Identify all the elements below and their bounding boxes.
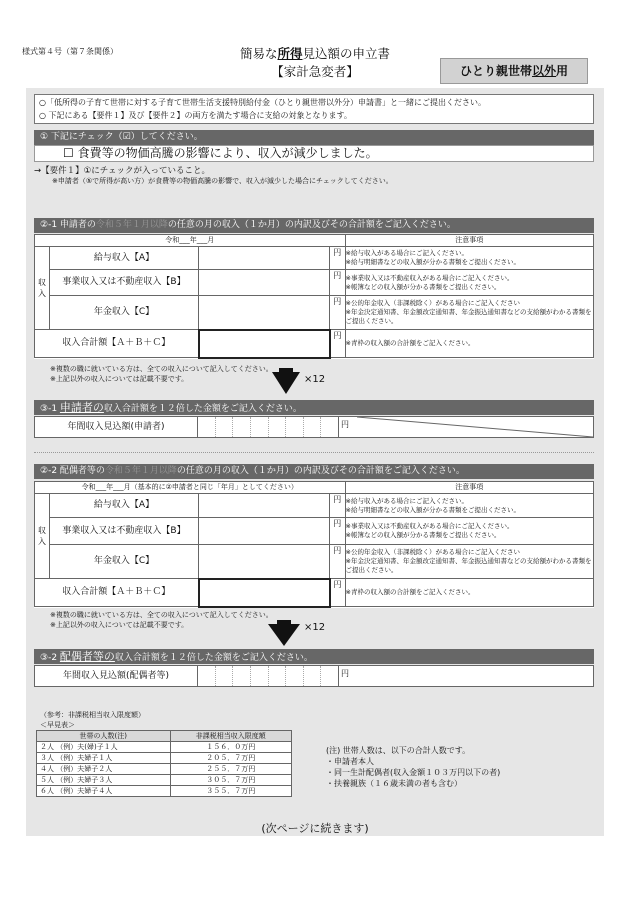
table-row: ５人 （例）夫婦子３人 ３０５．７万円 bbox=[37, 775, 292, 786]
ref-col-amount: 非課税相当収入限度額 bbox=[170, 731, 291, 742]
spouse-notes-header: 注意事項 bbox=[345, 482, 594, 494]
spouse-total-label: 収入合計額【Ａ＋Ｂ＋Ｃ】 bbox=[35, 579, 199, 607]
pension-income-label: 年金収入【C】 bbox=[50, 296, 199, 330]
applicant-annual-row: 年間収入見込額(申請者) 円 bbox=[34, 416, 594, 438]
spouse-pension-label: 年金収入【C】 bbox=[50, 545, 199, 579]
page-title: 簡易な所得見込額の申立書 bbox=[239, 46, 391, 61]
business-income-input[interactable] bbox=[199, 270, 330, 296]
income-total-input[interactable] bbox=[199, 330, 330, 358]
reference-caption: （参考：非課税相当収入限度額） ＜早見表＞ bbox=[40, 711, 145, 729]
requirement1-note: ※申請者（⑤で所得が高い方）が食費等の物価高騰の影響で、収入が減少した場合にチェックしてください。 bbox=[52, 177, 393, 185]
table-row: ３人 （例）夫婦子１人 ２０５．７万円 bbox=[37, 753, 292, 764]
down-arrow-icon bbox=[268, 624, 300, 646]
table-row: ２人 （例）夫(婦)子１人 １５６．０万円 bbox=[37, 742, 292, 753]
applicant-income-table: 令和___年___月 注意事項 収入 給与収入【A】 円 ※給与収入がある場合にご記入ください。 ※給与明細書などの収入額が分かる書類をご提出ください。 事業収入又は不動産収入【B】 円 ※事業収入又は不動産収入がある場合にご記入ください。 ※帳簿などの収入額が分かる書類をご提出ください。 年金収入【C】 円 ※公的年金収入（非課税除く）がある場合にご記入ください ※年金決定通知書、年金額改定通知書、年金振込通知書などの支給額がわかる書類をご提出ください。 収入合計額【Ａ＋Ｂ＋Ｃ】 円 ※青枠の収入額の合計額をご記入ください。 bbox=[34, 234, 594, 359]
spouse-pension-input[interactable] bbox=[199, 545, 330, 579]
income-total-note: ※青枠の収入額の合計額をご記入ください。 bbox=[345, 330, 594, 358]
household-type-badge: ひとり親世帯以外用 bbox=[440, 58, 588, 84]
spouse-income-table: 令和___年___月（基本的に②申請者と同じ「年月」としてください） 注意事項 収入 給与収入【A】 円 ※給与収入がある場合にご記入ください。 ※給与明細書などの収入額が分かる書類をご提出ください。 事業収入又は不動産収入【B】 円 ※事業収入又は不動産収入がある場合にご記入ください。 ※帳簿などの収入額が分かる書類をご提出ください。 年金収入【C】 円 ※公的年金収入（非課税除く）がある場合にご記入ください ※年金決定通知書、年金額改定通知書、年金振込通知書などの支給額がわかる書類をご提出ください。 収入合計額【Ａ＋Ｂ＋Ｃ】 円 ※青枠の収入額の合計額をご記入ください。 bbox=[34, 481, 594, 608]
business-income-label: 事業収入又は不動産収入【B】 bbox=[50, 270, 199, 296]
spouse-annual-input[interactable] bbox=[197, 666, 339, 686]
table-row: ４人 （例）夫婦子２人 ２５５．７万円 bbox=[37, 764, 292, 775]
multiplier-label-2: ×12 bbox=[304, 622, 326, 633]
multiplier-label: ×12 bbox=[304, 374, 326, 385]
spouse-income-side-label: 収入 bbox=[35, 494, 50, 579]
salary-income-input[interactable] bbox=[199, 247, 330, 270]
section3-2-band: ③-2 配偶者等の収入合計額を１２倍した金額をご記入ください。 bbox=[34, 649, 594, 664]
period-label: 令和___年___月 bbox=[35, 235, 346, 247]
table-row: ６人 （例）夫婦子４人 ３５５．７万円 bbox=[37, 786, 292, 797]
section2-1-band: ②-1 申請者の令和５年１月以降の任意の月の収入（１か月）の内訳及びその合計額をご記入ください。 bbox=[34, 218, 594, 233]
income-total-label: 収入合計額【Ａ＋Ｂ＋Ｃ】 bbox=[35, 330, 199, 358]
price-impact-checkbox[interactable]: ☐ 食費等の物価高騰の影響により、収入が減少しました。 bbox=[34, 145, 594, 162]
section2-1-foot: ※複数の職に就いている方は、全ての収入について記入してください。 ※上記以外の収入については記載不要です。 bbox=[50, 365, 273, 383]
notes-header: 注意事項 bbox=[345, 235, 594, 247]
ref-col-people: 世帯の人数(注) bbox=[37, 731, 171, 742]
spouse-salary-input[interactable] bbox=[199, 494, 330, 518]
household-count-note: (注) 世帯人数は、以下の合計人数です。 ・申請者本人 ・同一生計配偶者(収入金額１０３万円以下の者) ・扶養親族（１６歳未満の者も含む） bbox=[326, 746, 501, 788]
notice-box: ○「低所得の子育て世帯に対する子育て世帯生活支援特別給付金（ひとり親世帯以外分）申請書」と一緒にご提出ください。 ○ 下記にある【要件１】及び【要件２】の両方を満たす場合に支給の対象となります。 bbox=[34, 94, 594, 124]
salary-income-label: 給与収入【A】 bbox=[50, 247, 199, 270]
spouse-business-input[interactable] bbox=[199, 518, 330, 545]
pension-income-input[interactable] bbox=[199, 296, 330, 330]
section3-1-band: ③-1 申請者の収入合計額を１２倍した金額をご記入ください。 bbox=[34, 400, 594, 415]
continue-footer: (次ページに続きます) bbox=[261, 822, 369, 835]
spouse-pension-note: ※公的年金収入（非課税除く）がある場合にご記入ください ※年金決定通知書、年金額改定通知書、年金振込通知書などの支給額がわかる書類をご提出ください。 bbox=[345, 545, 594, 579]
spouse-salary-label: 給与収入【A】 bbox=[50, 494, 199, 518]
salary-income-note: ※給与収入がある場合にご記入ください。 ※給与明細書などの収入額が分かる書類をご提出ください。 bbox=[345, 247, 594, 270]
spouse-annual-label: 年間収入見込額(配偶者等) bbox=[62, 671, 170, 681]
spouse-business-note: ※事業収入又は不動産収入がある場合にご記入ください。 ※帳簿などの収入額が分かる書類をご提出ください。 bbox=[345, 518, 594, 545]
section1-band: ① 下記にチェック（☑）してください。 bbox=[34, 130, 594, 145]
spouse-total-input[interactable] bbox=[199, 579, 330, 607]
spouse-annual-row: 年間収入見込額(配偶者等) 円 bbox=[34, 665, 594, 687]
applicant-annual-input[interactable] bbox=[197, 417, 339, 437]
down-arrow-icon bbox=[272, 372, 300, 394]
reference-table bbox=[36, 730, 292, 797]
income-side-label: 収入 bbox=[35, 247, 50, 330]
requirement1: →【要件１】①にチェックが入っていること。 bbox=[34, 166, 210, 176]
applicant-annual-label: 年間収入見込額(申請者) bbox=[67, 422, 165, 432]
pension-income-note: ※公的年金収入（非課税除く）がある場合にご記入ください ※年金決定通知書、年金額改定通知書、年金振込通知書などの支給額がわかる書類をご提出ください。 bbox=[345, 296, 594, 330]
diagonal-strike bbox=[357, 417, 593, 437]
section2-2-foot: ※複数の職に就いている方は、全ての収入について記入してください。 ※上記以外の収入については記載不要です。 bbox=[50, 611, 273, 629]
spouse-salary-note: ※給与収入がある場合にご記入ください。 ※給与明細書などの収入額が分かる書類をご提出ください。 bbox=[345, 494, 594, 518]
section2-2-band: ②-2 配偶者等の令和５年１月以降の任意の月の収入（１か月）の内訳及びその合計額をご記入ください。 bbox=[34, 464, 594, 479]
spouse-period-label: 令和___年___月（基本的に②申請者と同じ「年月」としてください） bbox=[35, 482, 346, 494]
form-number: 様式第４号（第７条関係） bbox=[22, 47, 118, 56]
spouse-business-label: 事業収入又は不動産収入【B】 bbox=[50, 518, 199, 545]
spouse-total-note: ※青枠の収入額の合計額をご記入ください。 bbox=[345, 579, 594, 607]
business-income-note: ※事業収入又は不動産収入がある場合にご記入ください。 ※帳簿などの収入額が分かる書類をご提出ください。 bbox=[345, 270, 594, 296]
page-subtitle: 【家計急変者】 bbox=[271, 64, 359, 79]
